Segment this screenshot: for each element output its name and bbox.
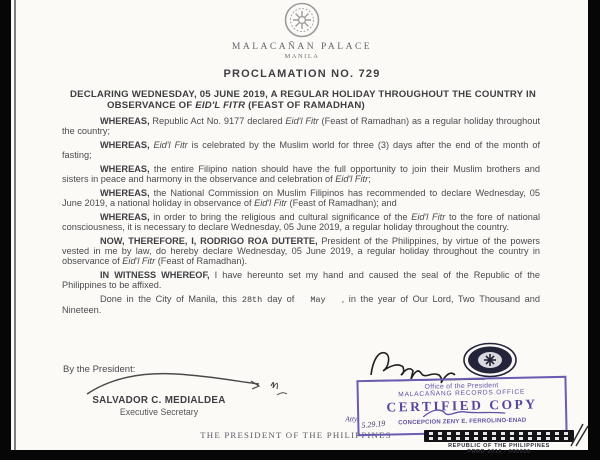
done-part2: day of [267, 294, 295, 305]
paragraph-lead: IN WITNESS WHEREOF, [100, 270, 210, 281]
done-month-typed: May [310, 295, 326, 306]
signatory-block [69, 395, 249, 417]
paragraph-text: in order to bring the religious and cultural significance of the Eid'l Fitr to the fore of national consciousness, it is necessary to declare Wednesday, 05 June 2019, a regular holiday throughout the country. [62, 212, 540, 233]
banner-flag-icon [424, 430, 574, 442]
stamp-handwritten-date: 5.29.19 [361, 418, 386, 430]
footer-president-line: THE PRESIDENT OF THE PHILIPPINES [200, 430, 392, 440]
atty-handwritten: Atty. [345, 414, 359, 424]
paragraph-lead: WHEREAS, [100, 116, 150, 127]
by-the-president-label: By the President: [63, 364, 136, 375]
whereas-paragraph [62, 140, 540, 160]
ink-stroke-mark [567, 420, 591, 453]
whereas-paragraph [62, 212, 540, 232]
in-witness-paragraph [62, 270, 540, 290]
paragraph-text: the National Commission on Muslim Filipinos has recommended to declare Wednesday, 05 June 2019, a national holiday in observance of Eid'l Fitr (Feast of Ramadhan); and [62, 188, 540, 209]
paragraph-lead: WHEREAS, [100, 188, 150, 199]
done-line [62, 294, 540, 315]
paragraph-text: Republic Act No. 9177 declared Eid'l Fitr (Feast of Ramadhan) as a regular holiday throughout the country; [62, 116, 540, 137]
paragraph-text: the entire Filipino nation should have the full opportunity to join their Muslim brothers and sisters in peace and harmony in the observance and celebration of Eid'l Fitr; [62, 164, 540, 185]
paragraph-lead: WHEREAS, [100, 212, 150, 223]
palace-name: MALACAÑAN PALACE [231, 42, 373, 52]
certified-copy-stamp [345, 376, 567, 436]
signatory-name: SALVADOR C. MEDIALDEA [92, 395, 226, 406]
proclamation-document-page [11, 0, 588, 455]
proclamation-body [62, 116, 542, 315]
records-officer-signature [419, 405, 509, 426]
now-therefore-paragraph [62, 236, 540, 266]
malacanang-seal-icon [62, 2, 542, 39]
page-edge-divider [14, 0, 16, 450]
whereas-paragraph [62, 188, 540, 208]
document-content [62, 0, 542, 319]
paragraph-text: Eid'l Fitr is celebrated by the Muslim world for three (3) days after the end of the month of fasting; [62, 140, 540, 161]
paragraph-text: I have hereunto set my hand and caused the seal of the Republic of the Philippines to be affixed. [62, 270, 540, 291]
certified-copy-label: CERTIFIED COPY [386, 396, 538, 415]
whereas-paragraph [62, 116, 540, 136]
whereas-paragraph [62, 164, 540, 184]
records-officer-name: CONCEPCION ZENY E. FERROLINO-ENAD [398, 417, 527, 427]
stamp-office-line: Office of the President [424, 382, 499, 391]
done-part1: Done in the City of Manila, this [100, 294, 237, 305]
proclamation-title: DECLARING WEDNESDAY, 05 JUNE 2019, A REGULAR HOLIDAY THROUGHOUT THE COUNTRY IN OBSERVANCE OF EID'L FITR (FEAST OF RAMADHAN) [70, 89, 536, 111]
paragraph-lead: NOW, THEREFORE, I, RODRIGO ROA DUTERTE, [100, 236, 318, 247]
palace-city: MANILA [284, 53, 320, 60]
proclamation-number: PROCLAMATION NO. 729 [223, 68, 381, 80]
signatory-title: Executive Secretary [119, 407, 199, 417]
paragraph-text: President of the Philippines, by virtue of the powers vested in me by law, do hereby declare Wednesday, 05 June 2019, a regular holiday throughout the country in observance of Eid'l Fitr (Feast of Ramadhan). [62, 236, 540, 267]
stamp-records-office-line: MALACAÑANG RECORDS OFFICE [398, 388, 526, 399]
paragraph-lead: WHEREAS, [100, 140, 150, 151]
banner-code-line: PRRD 2016 - 050026 [467, 449, 531, 455]
paragraph-lead: WHEREAS, [100, 164, 150, 175]
done-day-typed: 28th [241, 295, 263, 306]
records-banner-stamp [424, 430, 574, 455]
banner-republic-line: REPUBLIC OF THE PHILIPPINES [448, 443, 550, 449]
done-part3: , in the year of Our Lord, Two Thousand and Nineteen. [62, 294, 540, 316]
